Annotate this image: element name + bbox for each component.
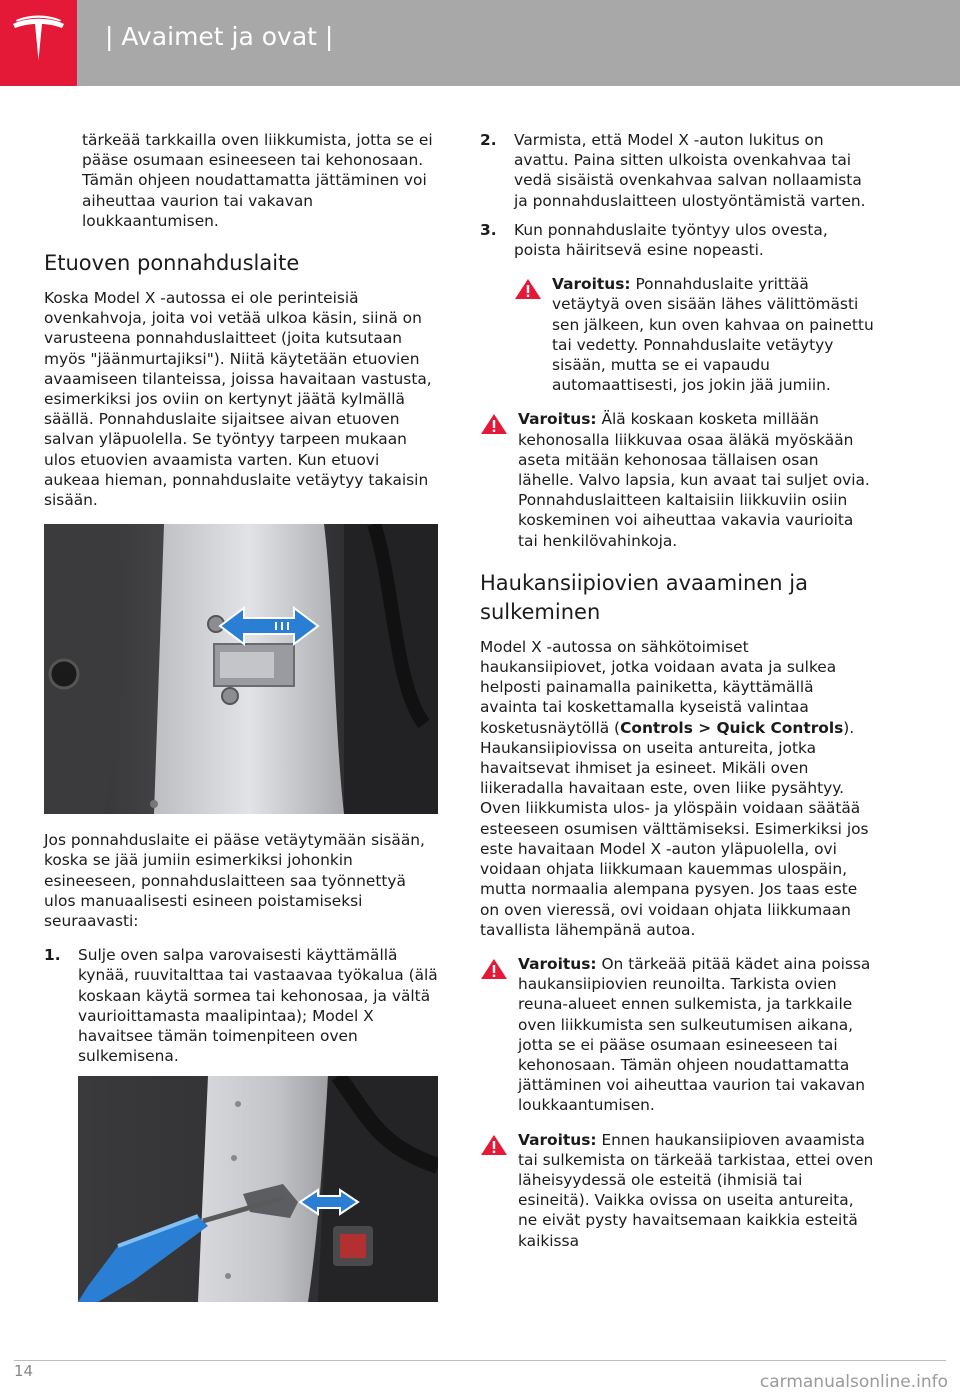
warning-block (480, 954, 875, 1116)
door-presenter-photo (44, 524, 438, 814)
paragraph: Jos ponnahduslaite ei pääse vetäytymään sisään, koska se jää jumiin esimerkiksi johonkin esineeseen, ponnahduslaitteen saa työnnettyä ulos manuaalisesti esineen poistamiseksi seuraavasti: (44, 831, 425, 931)
footer-divider (14, 1360, 946, 1361)
paragraph: Koska Model X -autossa ei ole perinteisiä ovenkahvoja, joita voi vetää ulkoa käsin, siinä on varusteena ponnahduslaitteet (joita kutsutaan myös "jäänmurtajiksi"). Niitä käytetään etuovien avaamiseen tilanteissa, joissa havaitaan vastusta, esimerkiksi jos oviin on kertynyt jäätä kylmällä säällä. Ponnahduslaite sijaitsee aivan etuoven salvan yläpuolella. Se työntyy tarpeen mukaan ulos etuovien avaamista varten. Kun etuovi aukeaa hieman, ponnahduslaite vetäytyy takaisin sisään. (44, 289, 432, 510)
warning-text: Ponnahduslaite yrittää vetäytyä oven sisään lähes välittömästi sen jälkeen, kun oven kahvaa on painettu tai vedetty. Ponnahduslaite vetäytyy sisään, mutta se ei vapaudu automaattisesti, jos jokin jää jumiin. (552, 275, 874, 395)
warning-text: Ennen haukansiipioven avaamista tai sulkemista on tärkeää tarkistaa, ettei oven läheisyydessä ole esteitä (ihmisiä tai esineitä). Vaikka ovissa on useita antureita, ne eivät pysty havaitsemaan kaikkia esteitä kaikissa (518, 1130, 874, 1250)
warning-label: Varoitus: (518, 1130, 597, 1149)
warning-label: Varoitus: (518, 410, 597, 429)
warning-block (480, 409, 875, 550)
warning-triangle-icon (514, 278, 542, 300)
step-text: Kun ponnahduslaite työntyy ulos ovesta, poista häiritsevä esine nopeasti. (514, 220, 828, 260)
step-text: Sulje oven salpa varovaisesti käyttämällä kynää, ruuvitalttaa tai vastaavaa työkalua (älä koskaan käytä sormea tai kehonosaa, ja vältä vaurioittamasta maalipintaa); Model X havaitsee tämän toimenpiteen oven sulkemisena. (78, 946, 438, 1066)
controls-path: Controls > Quick Controls (620, 718, 844, 737)
screwdriver-latch-photo (78, 1076, 438, 1302)
step-3 (480, 220, 875, 260)
warning-triangle-icon (480, 958, 508, 980)
warning-text: On tärkeää pitää kädet aina poissa haukansiipiovien reunoilta. Tarkista ovien reuna-alueet ennen sulkemista, ja tarkkaile oven liikkumista sen sulkeutumisen aikana, jotta se ei pääse osumaan esineeseen tai kehonosaan. Tämän ohjeen noudattamatta jättäminen voi aiheuttaa vaurion tai vakavan loukkaantumisen. (518, 954, 871, 1115)
paragraph (480, 637, 875, 940)
warning-label: Varoitus: (552, 275, 631, 294)
watermark-link[interactable]: carmanualsonline.info (759, 1372, 948, 1392)
tesla-logo-icon (0, 0, 77, 86)
left-column (44, 130, 439, 1302)
section-heading-falcon-wing: Haukansiipiovien avaaminen ja sulkeminen (480, 570, 808, 624)
page-number: 14 (14, 1362, 34, 1380)
warning-triangle-icon (480, 1134, 508, 1156)
step-text: Varmista, että Model X -auton lukitus on avattu. Paina sitten ulkoista ovenkahvaa tai vedä sisäistä ovenkahvaa salvan nollaamista ja ponnahduslaitteen ulostyöntämistä varten. (514, 131, 866, 210)
brand-logo (0, 0, 77, 86)
step-number: 2. (480, 131, 497, 149)
warning-text: Älä koskaan kosketa millään kehonosalla liikkuvaa osaa äläkä myöskään aseta mitään kehonosaa tällaisen osan lähelle. Valvo lapsia, kun avaat tai suljet ovia. Ponnahduslaitteen kaltaisiin liikkuviin osiin koskeminen voi aiheuttaa vakavia vaurioita tai henkilövahinkoja. (518, 410, 870, 550)
step-2 (480, 130, 875, 211)
step-number: 3. (480, 220, 497, 239)
warning-triangle-icon (480, 413, 508, 435)
intro-paragraph: tärkeää tarkkailla oven liikkumista, jotta se ei pääse osumaan esineeseen tai kehonosaan. Tämän ohjeen noudattamatta jättäminen voi aiheuttaa vaurion tai vakavan loukkaantumisen. (82, 131, 433, 230)
warning-block (514, 274, 875, 395)
page-title: | Avaimet ja ovat | (105, 22, 334, 51)
paragraph-text: Model X -autossa on sähkötoimiset haukansiipiovet, jotka voidaan avata ja sulkea helposti painamalla painiketta, käyttämällä avainta tai koskettamalla kyseistä valintaa kosketusnäytöllä ( (480, 637, 837, 737)
warning-label: Varoitus: (518, 954, 597, 973)
paragraph-text: ). Haukansiipiovissa on useita antureita, jotka havaitsevat ihmiset ja esineet. Mikäli oven liikeradalla havaitaan este, oven liike pysähtyy. Oven liikkumista ulos- ja ylöspäin voidaan säätää esteeseen osumisen välttämiseksi. Esimerkiksi jos este havaitaan Model X -auton yläpuolella, ovi voidaan ohjata liikkumaan kauemmas ulospäin, mutta normaalia alempana pysyen. Jos taas este on oven vieressä, ovi voidaan ohjata liikkumaan tavallista lähempänä autoa. (480, 718, 869, 939)
header-bar (77, 0, 960, 86)
section-heading-pop-up: Etuoven ponnahduslaite (44, 251, 300, 276)
right-column (480, 130, 875, 1265)
step-number: 1. (44, 946, 61, 965)
step-1 (44, 945, 439, 1066)
warning-block (480, 1130, 875, 1251)
